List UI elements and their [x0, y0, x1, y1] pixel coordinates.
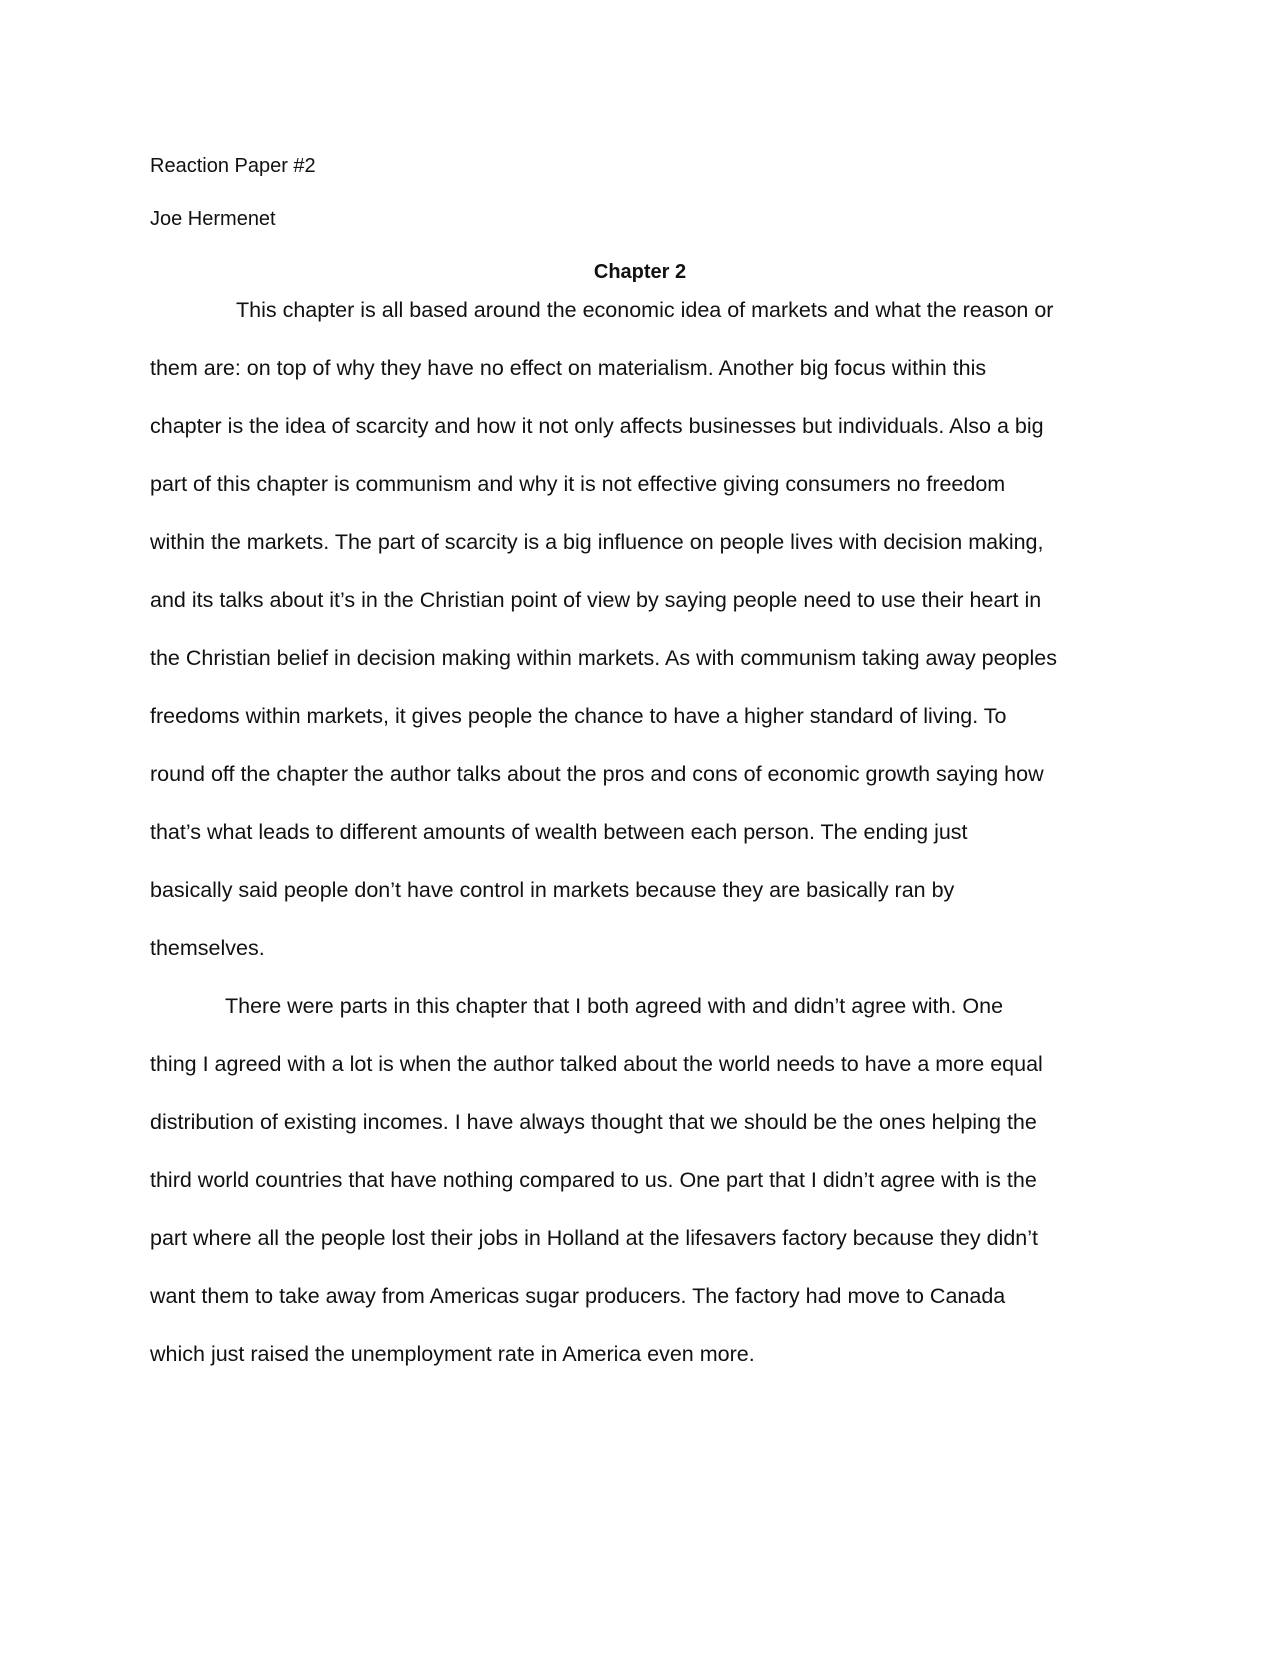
- paragraph-line: and its talks about it’s in the Christian point of view by saying people need to use their heart in: [150, 588, 1042, 612]
- paragraph-line: This chapter is all based around the economic idea of markets and what the reason or: [236, 298, 1054, 322]
- paragraph-line: There were parts in this chapter that I both agreed with and didn’t agree with. One: [225, 994, 1004, 1018]
- paragraph-line: distribution of existing incomes. I have always thought that we should be the ones helping the: [150, 1110, 1037, 1134]
- author-name: Joe Hermenet: [150, 208, 276, 230]
- chapter-heading: Chapter 2: [593, 261, 687, 283]
- paragraph-line: within the markets. The part of scarcity is a big influence on people lives with decision making,: [150, 530, 1044, 554]
- paragraph-line: freedoms within markets, it gives people the chance to have a higher standard of living. To: [150, 704, 1007, 728]
- paragraph-line: want them to take away from Americas sugar producers. The factory had move to Canada: [150, 1284, 1006, 1308]
- paragraph-line: part of this chapter is communism and why it is not effective giving consumers no freedom: [150, 472, 1006, 496]
- paragraph-line: themselves.: [150, 936, 265, 960]
- paper-title: Reaction Paper #2: [150, 155, 316, 177]
- paragraph-line: round off the chapter the author talks about the pros and cons of economic growth saying how: [150, 762, 1044, 786]
- paragraph-line: part where all the people lost their jobs in Holland at the lifesavers factory because they didn’t: [150, 1226, 1038, 1250]
- paragraph-line: third world countries that have nothing compared to us. One part that I didn’t agree with is the: [150, 1168, 1037, 1192]
- paragraph-line: them are: on top of why they have no effect on materialism. Another big focus within this: [150, 356, 987, 380]
- paragraph-line: that’s what leads to different amounts of wealth between each person. The ending just: [150, 820, 968, 844]
- paragraph-line: which just raised the unemployment rate in America even more.: [150, 1342, 755, 1366]
- paragraph-line: basically said people don’t have control in markets because they are basically ran by: [150, 878, 955, 902]
- paragraph-line: thing I agreed with a lot is when the author talked about the world needs to have a more equal: [150, 1052, 1043, 1076]
- paragraph-line: chapter is the idea of scarcity and how it not only affects businesses but individuals. Also a big: [150, 414, 1044, 438]
- paragraph-line: the Christian belief in decision making within markets. As with communism taking away peoples: [150, 646, 1057, 670]
